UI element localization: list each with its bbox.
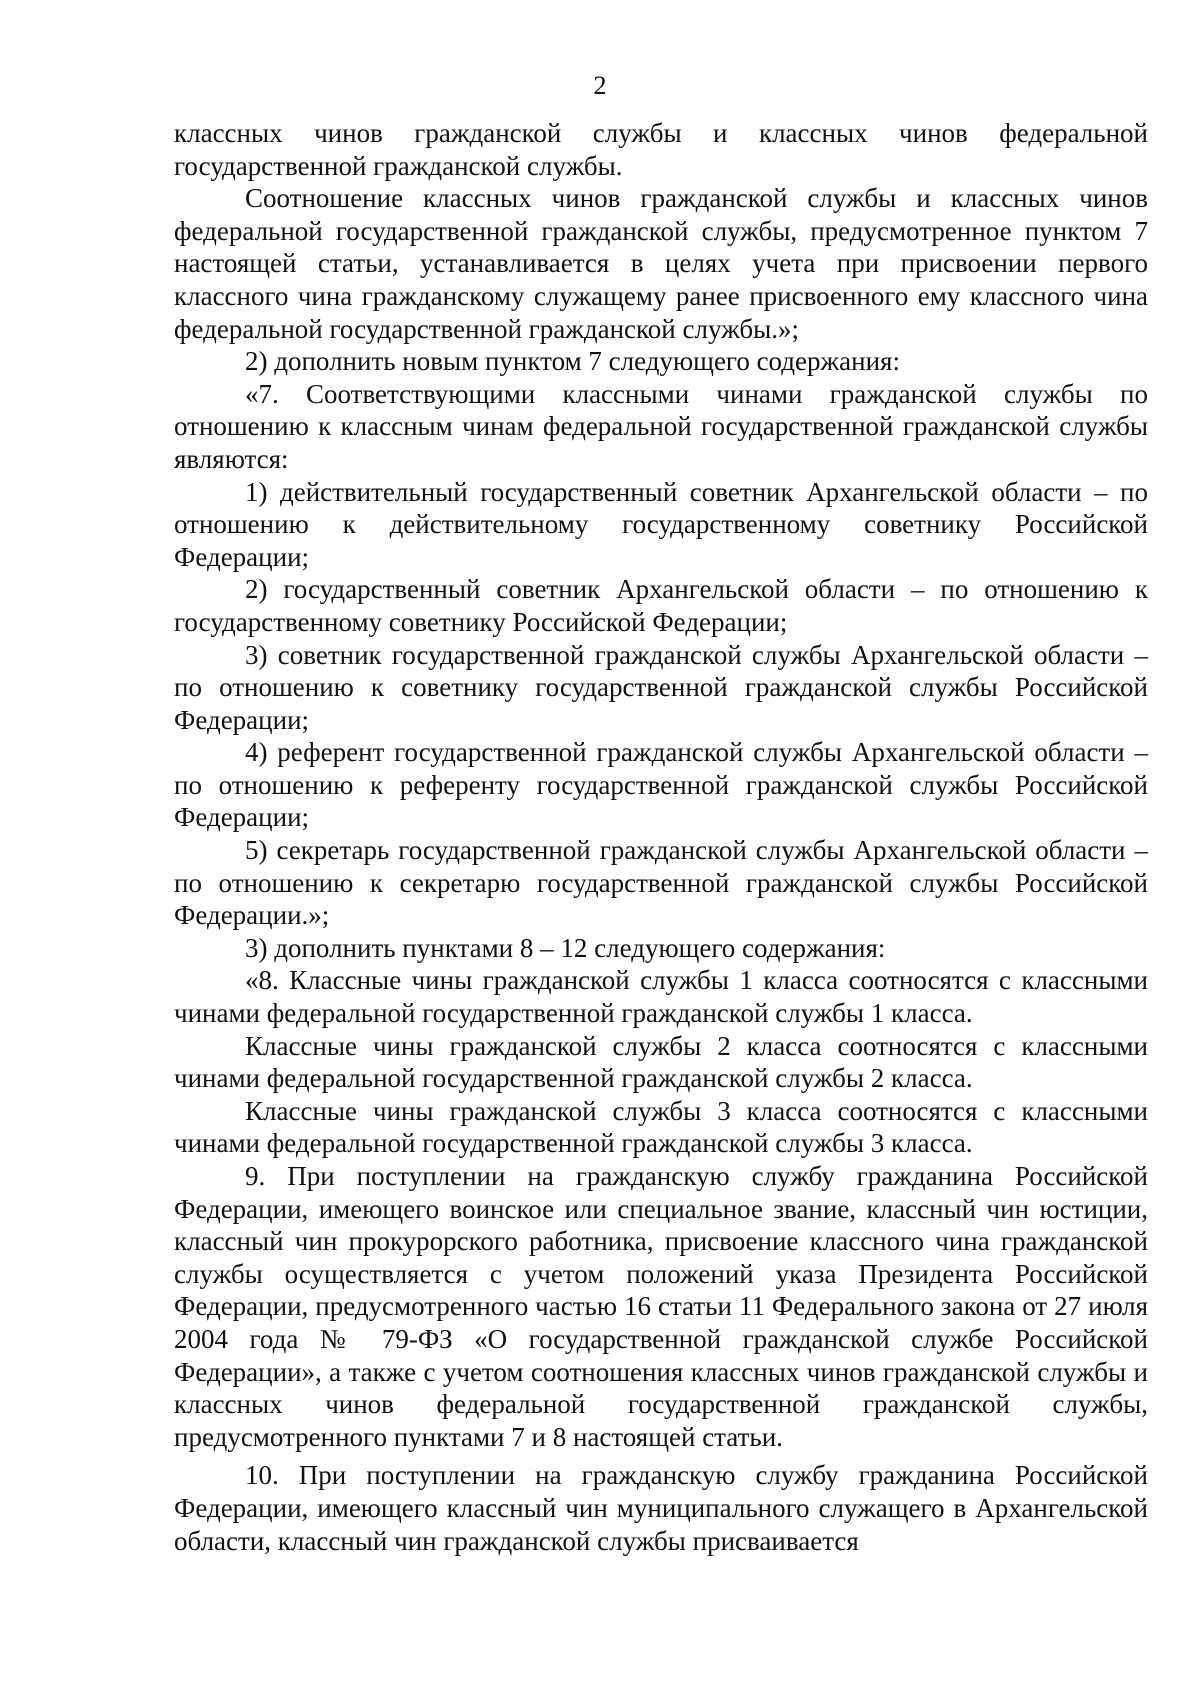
paragraph-class-2: Классные чины гражданской службы 2 класса соотносятся с классными чинами федеральной государственной гражданской службы 2 класса. — [174, 1030, 1148, 1094]
paragraph-continuation: классных чинов гражданской службы и классных чинов федеральной государственной гражданской службы. — [174, 118, 1148, 181]
list-item-1: 1) действительный государственный советник Архангельской области – по отношению к действительному государственному советнику Российской Федерации; — [174, 476, 1148, 572]
page-number: 2 — [593, 71, 607, 100]
document-body — [174, 117, 1148, 1557]
paragraph-point-8: «8. Классные чины гражданской службы 1 класса соотносятся с классными чинами федеральной государственной гражданской службы 1 класса. — [174, 965, 1148, 1029]
list-item-4: 4) референт государственной гражданской службы Архангельской области – по отношению к референту государственной гражданской службы Российской Федерации; — [174, 737, 1148, 833]
list-item-3: 3) советник государственной гражданской службы Архангельской области – по отношению к советнику государственной гражданской службы Российской Федерации; — [174, 639, 1148, 735]
paragraph-class-3: Классные чины гражданской службы 3 класса соотносятся с классными чинами федеральной государственной гражданской службы 3 класса. — [174, 1095, 1148, 1159]
paragraph-point-7: «7. Соответствующими классными чинами гражданской службы по отношению к классным чинам федеральной государственной гражданской службы являются: — [174, 378, 1148, 474]
paragraph-point-10: 10. При поступлении на гражданскую службу гражданина Российской Федерации, имеющего классный чин муниципального служащего в Архангельской области, классный чин гражданской службы присваивается — [174, 1460, 1148, 1556]
paragraph-amendment-2: 2) дополнить новым пунктом 7 следующего содержания: — [245, 346, 900, 377]
paragraph-amendment-3: 3) дополнить пунктами 8 – 12 следующего содержания: — [245, 932, 886, 963]
paragraph-ratio-statement: Соотношение классных чинов гражданской службы и классных чинов федеральной государственной гражданской службы, предусмотренное пунктом 7 настоящей статьи, устанавливается в целях учета при присвоении первого классного чина гражданскому служащему ранее присвоенного ему классного чина федеральной государственной гражданской службы.»; — [174, 183, 1148, 344]
list-item-2: 2) государственный советник Архангельской области – по отношению к государственному советнику Российской Федерации; — [174, 574, 1148, 637]
list-item-5: 5) секретарь государственной гражданской службы Архангельской области – по отношению к секретарю государственной гражданской службы Российской Федерации.»; — [174, 835, 1148, 931]
paragraph-point-9: 9. При поступлении на гражданскую службу гражданина Российской Федерации, имеющего воинское или специальное звание, классный чин юстиции, классный чин прокурорского работника, присвоение классного чина гражданской службы осуществляется с учетом положений указа Президента Российской Федерации, предусмотренного частью 16 статьи 11 Федерального закона от 27 июля 2004 года № 79-ФЗ «О государственной гражданской службе Российской Федерации», а также с учетом соотношения классных чинов гражданской службы и классных чинов федеральной государственной гражданской службы, предусмотренного пунктами 7 и 8 настоящей статьи. — [174, 1161, 1148, 1452]
